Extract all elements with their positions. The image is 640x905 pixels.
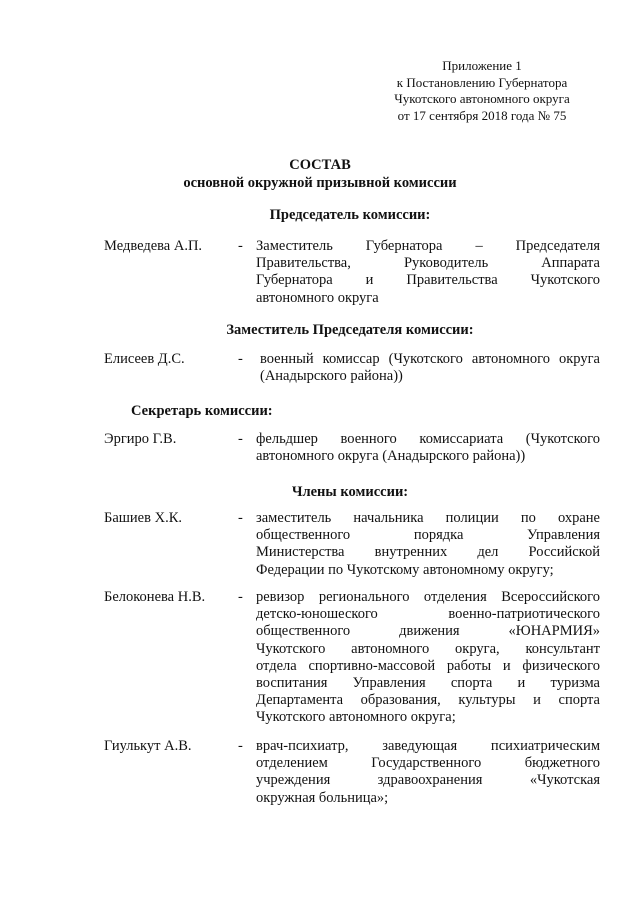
member-name: Медведева А.П.	[104, 238, 203, 254]
member-entry	[104, 431, 600, 465]
member-entry	[104, 238, 600, 307]
appendix-line: Приложение 1	[442, 58, 522, 73]
member-entry	[104, 589, 600, 727]
appendix-line: Чукотского автономного округа	[394, 91, 570, 106]
member-position	[256, 431, 600, 465]
member-name: Елисеев Д.С.	[104, 351, 185, 367]
position-line: Правительства, Руководитель Аппарата	[256, 255, 600, 272]
position-line: воспитания Управления спорта и туризма	[256, 675, 600, 692]
section-heading-deputy: Заместитель Председателя комиссии:	[226, 322, 474, 338]
section-heading-chair: Председатель комиссии:	[269, 207, 431, 223]
member-name: Белоконева Н.В.	[104, 589, 206, 605]
member-entry	[104, 510, 600, 579]
position-line: ревизор регионального отделения Всероссийского	[256, 589, 600, 605]
member-position	[256, 510, 600, 579]
appendix-line: от 17 сентября 2018 года № 75	[397, 107, 567, 123]
position-line: автономного округа	[256, 289, 379, 306]
document-title: СОСТАВ	[289, 157, 351, 173]
member-position	[260, 351, 600, 385]
entry-dash: -	[238, 238, 243, 254]
member-name: Эргиро Г.В.	[104, 431, 177, 447]
entry-dash: -	[238, 589, 243, 605]
position-line: Министерства внутренних дел Российской	[256, 544, 600, 561]
position-line: Департамента образования, культуры и спорта	[256, 692, 600, 709]
position-line: Заместитель Губернатора – Председателя	[256, 238, 600, 254]
entry-dash: -	[238, 431, 243, 447]
position-line: детско-юношеского военно-патриотического	[256, 606, 600, 623]
position-line: Федерации по Чукотскому автономному округу;	[256, 561, 554, 578]
member-position	[256, 738, 600, 807]
position-line: общественного порядка Управления	[256, 527, 600, 544]
position-line: автономного округа (Анадырского района))	[256, 448, 526, 465]
position-line: учреждения здравоохранения «Чукотская	[256, 772, 600, 789]
position-line: Чукотского автономного округа, консультант	[256, 640, 600, 657]
member-position	[256, 238, 600, 307]
position-line: врач-психиатр, заведующая психиатрическим	[256, 738, 600, 754]
position-line: общественного движения «ЮНАРМИЯ»	[256, 623, 600, 640]
document-subtitle: основной окружной призывной комиссии	[183, 175, 457, 191]
position-line: отдела спортивно-массовой работы и физического	[256, 657, 600, 674]
position-line: окружная больница»;	[256, 789, 389, 806]
member-name: Башиев Х.К.	[104, 510, 182, 526]
position-line: отделением Государственного бюджетного	[256, 755, 600, 772]
entry-dash: -	[238, 351, 243, 367]
entry-dash: -	[238, 510, 243, 526]
member-entry	[104, 351, 600, 385]
position-line: Чукотского автономного округа;	[256, 709, 456, 726]
section-heading-members: Члены комиссии:	[291, 484, 409, 500]
position-line: заместитель начальника полиции по охране	[256, 510, 600, 526]
section-heading-secretary: Секретарь комиссии:	[131, 403, 273, 419]
member-entry	[104, 738, 600, 807]
member-name: Гиулькут А.В.	[104, 738, 192, 754]
position-line: фельдшер военного комиссариата (Чукотского	[256, 431, 600, 447]
appendix-line: к Постановлению Губернатора	[396, 74, 568, 90]
entry-dash: -	[238, 738, 243, 754]
position-line: Губернатора и Правительства Чукотского	[256, 272, 600, 289]
position-line: военный комиссар (Чукотского автономного округа	[260, 351, 600, 367]
position-line: (Анадырского района))	[260, 368, 403, 385]
member-position	[256, 589, 600, 727]
appendix-header	[360, 58, 604, 124]
